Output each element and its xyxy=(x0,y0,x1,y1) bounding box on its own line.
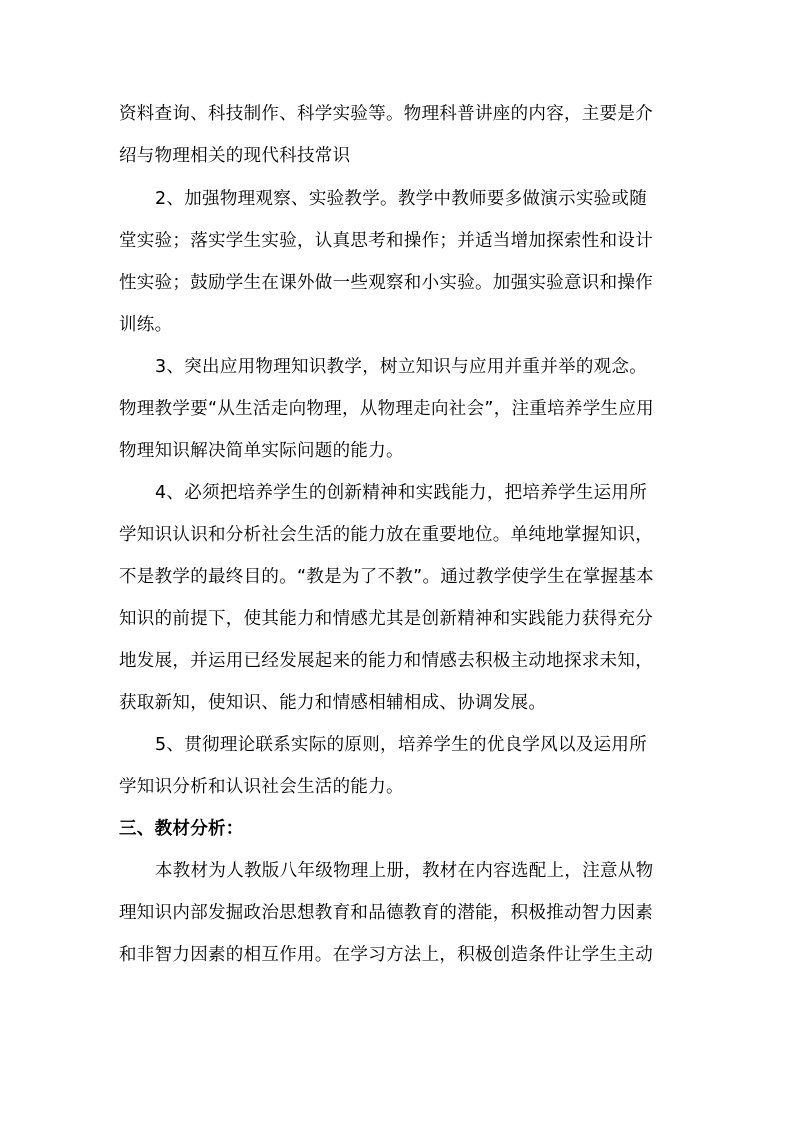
text-line: 5、贯彻理论联系实际的原则，培养学生的优良学风以及运用所 xyxy=(155,735,648,755)
text-line: 4、必须把培养学生的创新精神和实践能力，把培养学生运用所 xyxy=(155,483,648,503)
text-line: 物理教学要“从生活走向物理，从物理走向社会”，注重培养学生应用 xyxy=(119,399,654,419)
text-line: 理知识内部发掘政治思想教育和品德教育的潜能，积极推动智力因素 xyxy=(119,903,653,923)
text-line: 物理知识解决简单实际问题的能力。 xyxy=(119,441,404,461)
section-heading: 三、教材分析： xyxy=(119,819,244,839)
text-line: 地发展，并运用已经发展起来的能力和情感去积极主动地探求未知， xyxy=(119,651,653,671)
text-line: 3、突出应用物理知识教学，树立知识与应用并重并举的观念。 xyxy=(155,357,648,377)
text-line: 堂实验；落实学生实验，认真思考和操作；并适当增加探索性和设计 xyxy=(119,231,653,251)
text-line: 训练。 xyxy=(119,315,173,335)
text-line: 学知识分析和认识社会生活的能力。 xyxy=(119,777,404,797)
text-line: 绍与物理相关的现代科技常识 xyxy=(119,146,351,166)
text-line: 资料查询、科技制作、科学实验等。物理科普讲座的内容，主要是介 xyxy=(119,104,653,124)
text-line: 学知识认识和分析社会生活的能力放在重要地位。单纯地掌握知识， xyxy=(119,525,653,545)
text-line: 不是教学的最终目的。“教是为了不教”。通过教学使学生在掌握基本 xyxy=(119,567,654,587)
text-line: 获取新知，使知识、能力和情感相辅相成、协调发展。 xyxy=(119,693,547,713)
text-line: 性实验；鼓励学生在课外做一些观察和小实验。加强实验意识和操作 xyxy=(119,273,653,293)
text-line: 知识的前提下，使其能力和情感尤其是创新精神和实践能力获得充分 xyxy=(119,609,653,629)
text-line: 本教材为人教版八年级物理上册，教材在内容选配上，注意从物 xyxy=(155,861,654,881)
text-line: 2、加强物理观察、实验教学。教学中教师要多做演示实验或随 xyxy=(155,189,648,209)
text-line: 和非智力因素的相互作用。在学习方法上，积极创造条件让学生主动 xyxy=(119,945,653,965)
